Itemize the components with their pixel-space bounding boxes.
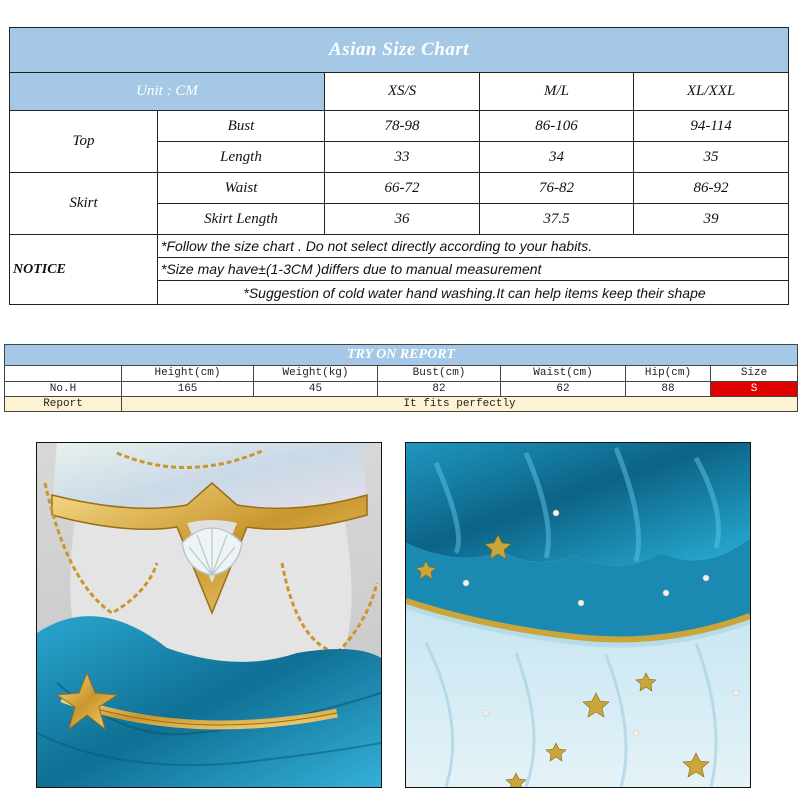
report-label: Report <box>5 396 122 411</box>
report-size-value: S <box>711 381 798 396</box>
measure-value: 39 <box>634 204 789 235</box>
measure-value: 94-114 <box>634 111 789 142</box>
product-photo-skirt <box>405 442 751 788</box>
report-header: Waist(cm) <box>501 366 626 381</box>
asian-size-chart <box>9 27 789 305</box>
report-value: 165 <box>122 381 254 396</box>
measure-value: 76-82 <box>480 173 634 204</box>
measure-value: 36 <box>325 204 480 235</box>
size-column-header: XS/S <box>325 73 480 111</box>
measure-value: 34 <box>480 142 634 173</box>
measure-value: 86-92 <box>634 173 789 204</box>
notice-line: *Suggestion of cold water hand washing.It can help items keep their shape <box>158 281 789 305</box>
size-chart-title: Asian Size Chart <box>10 28 789 73</box>
costume-top-illustration <box>37 443 381 787</box>
group-label-skirt: Skirt <box>10 173 158 235</box>
measure-label: Waist <box>158 173 325 204</box>
report-header: Bust(cm) <box>378 366 501 381</box>
report-header: Height(cm) <box>122 366 254 381</box>
measure-label: Bust <box>158 111 325 142</box>
costume-skirt-illustration <box>406 443 750 787</box>
report-row-label: No.H <box>5 381 122 396</box>
notice-line: *Size may have±(1-3CM )differs due to manual measurement <box>158 258 789 281</box>
size-column-header: XL/XXL <box>634 73 789 111</box>
report-text: It fits perfectly <box>122 396 798 411</box>
measure-label: Length <box>158 142 325 173</box>
size-column-header: M/L <box>480 73 634 111</box>
measure-value: 66-72 <box>325 173 480 204</box>
notice-line: *Follow the size chart . Do not select directly according to your habits. <box>158 235 789 258</box>
report-title: TRY ON REPORT <box>5 345 798 366</box>
measure-value: 33 <box>325 142 480 173</box>
notice-label: NOTICE <box>10 235 158 305</box>
report-value: 62 <box>501 381 626 396</box>
measure-value: 35 <box>634 142 789 173</box>
report-header: Weight(kg) <box>254 366 378 381</box>
measure-label: Skirt Length <box>158 204 325 235</box>
group-label-top: Top <box>10 111 158 173</box>
measure-value: 86-106 <box>480 111 634 142</box>
try-on-report <box>4 344 798 412</box>
measure-value: 78-98 <box>325 111 480 142</box>
report-value: 82 <box>378 381 501 396</box>
report-header: Hip(cm) <box>626 366 711 381</box>
product-photo-top <box>36 442 382 788</box>
report-value: 88 <box>626 381 711 396</box>
unit-label: Unit : CM <box>10 73 325 111</box>
report-value: 45 <box>254 381 378 396</box>
measure-value: 37.5 <box>480 204 634 235</box>
report-corner-cell <box>5 366 122 381</box>
report-header: Size <box>711 366 798 381</box>
